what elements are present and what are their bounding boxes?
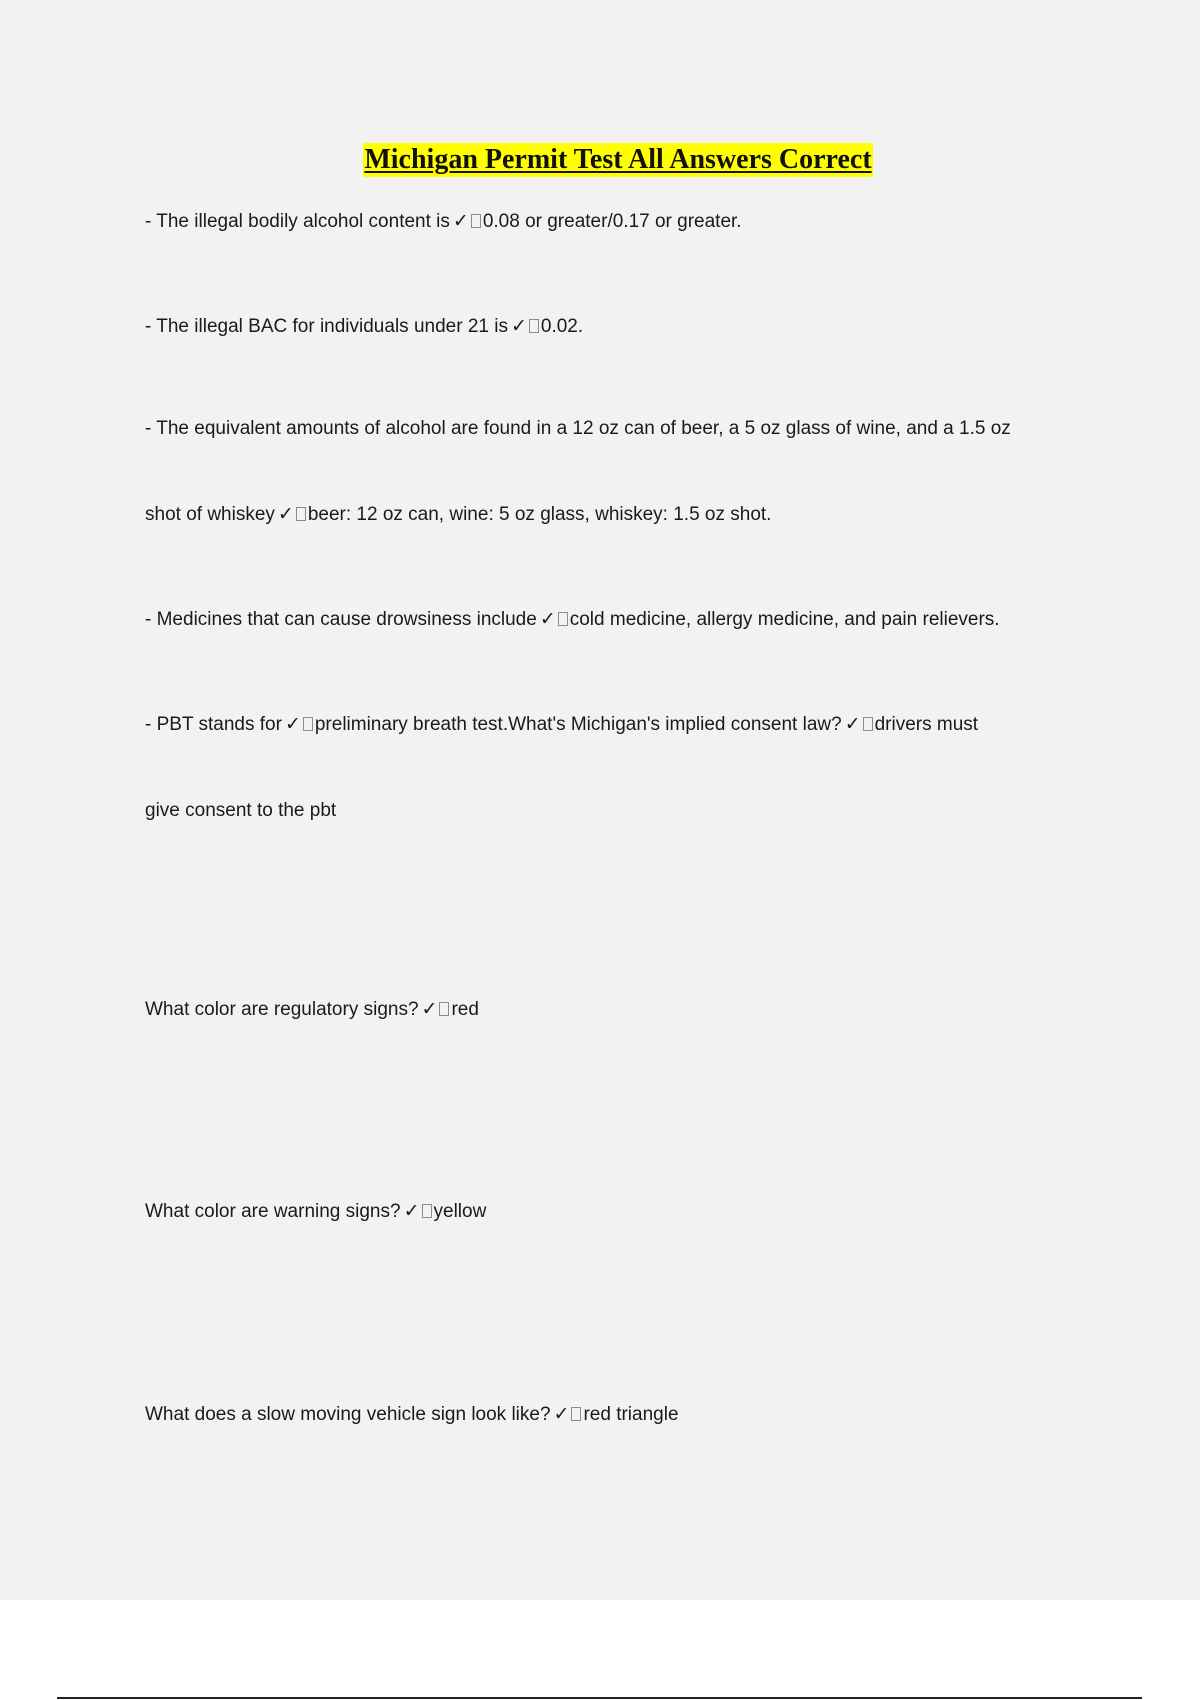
check-icon: ✓ — [421, 998, 438, 1020]
question-text: - The illegal bodily alcohol content is — [145, 211, 450, 232]
question-text: shot of whiskey — [145, 504, 275, 525]
qa-line-8 — [145, 997, 479, 1022]
qa-line-10 — [145, 1402, 679, 1427]
answer-text: red — [451, 999, 479, 1020]
answer-text: 0.08 or greater/0.17 or greater. — [482, 211, 742, 232]
missing-glyph-box-icon — [439, 1002, 449, 1016]
answer-text: red triangle — [583, 1404, 679, 1425]
question-text: - PBT stands for — [145, 714, 282, 735]
qa-line-2 — [145, 314, 583, 339]
answer-text: cold medicine, allergy medicine, and pain relievers. — [569, 609, 1000, 630]
missing-glyph-box-icon — [296, 507, 306, 521]
missing-glyph-box-icon — [558, 612, 568, 626]
qa-line-5 — [145, 607, 1000, 632]
missing-glyph-box-icon — [471, 214, 481, 228]
document-title: Michigan Permit Test All Answers Correct — [364, 144, 872, 175]
body-text: - The equivalent amounts of alcohol are found in a 12 oz can of beer, a 5 oz glass of wine, and a 1.5 oz — [145, 418, 1011, 439]
check-icon: ✓ — [539, 608, 556, 630]
missing-glyph-box-icon — [422, 1204, 432, 1218]
qa-line-4 — [145, 502, 771, 527]
check-icon: ✓ — [844, 713, 861, 735]
question-text: What color are regulatory signs? — [145, 999, 419, 1020]
missing-glyph-box-icon — [863, 717, 873, 731]
answer-text: 0.02. — [540, 316, 584, 337]
question-text: What color are warning signs? — [145, 1201, 401, 1222]
missing-glyph-box-icon — [529, 319, 539, 333]
check-icon: ✓ — [403, 1200, 420, 1222]
qa-line-7 — [145, 799, 336, 823]
check-icon: ✓ — [452, 210, 469, 232]
footer-divider — [57, 1697, 1142, 1699]
question-text: - The illegal BAC for individuals under 21 is — [145, 316, 508, 337]
answer-text: beer: 12 oz can, wine: 5 oz glass, whiskey: 1.5 oz shot. — [307, 504, 772, 525]
qa-line-3 — [145, 417, 1011, 441]
answer-text: preliminary breath test.What's Michigan's implied consent law? — [314, 714, 842, 735]
question-text: - Medicines that can cause drowsiness include — [145, 609, 537, 630]
qa-line-1 — [145, 209, 742, 234]
title-container — [0, 143, 1200, 177]
check-icon: ✓ — [553, 1403, 570, 1425]
check-icon: ✓ — [510, 315, 527, 337]
missing-glyph-box-icon — [303, 717, 313, 731]
missing-glyph-box-icon — [571, 1407, 581, 1421]
qa-line-9 — [145, 1199, 486, 1224]
check-icon: ✓ — [277, 503, 294, 525]
answer-text: drivers must — [874, 714, 979, 735]
qa-line-6 — [145, 712, 978, 737]
body-text: give consent to the pbt — [145, 800, 337, 821]
answer-text: yellow — [433, 1201, 487, 1222]
check-icon: ✓ — [284, 713, 301, 735]
question-text: What does a slow moving vehicle sign look like? — [145, 1404, 551, 1425]
